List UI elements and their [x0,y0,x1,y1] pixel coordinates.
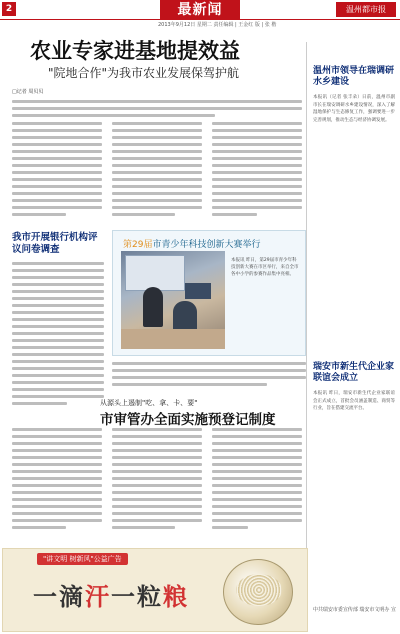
bottom-col-3 [212,428,302,533]
photo-caption: 本报讯 昨日，第29届市青少年科技创新大赛在市区举行，来自全市各中小学的参赛作品集中亮相。 [231,258,299,277]
main-subheadline: "院地合作"为我市农业发展保驾护航 [48,66,240,80]
dateline: 2013年9月12日 星期二 责任编辑 | 王金红 版 | 张 楷 [158,22,277,28]
sidebar-story1-text: 本报讯（记者 张丰朵）日前，温州市副市长在瑞安调研水乡建设情况，深入了解湿地保护与生态修复工作，强调要进一步完善规划，推动生态与经济协调发展。 [313,95,395,123]
page-header [0,0,400,20]
ad-slogan-part1: 一滴 [33,583,85,611]
main-byline: □记者 周贝贝 [12,89,44,95]
bottom-col-2 [112,428,202,533]
left-story-text [12,262,104,409]
left-story-title: 我市开展银行机构评议问卷调查 [12,232,98,255]
sidebar-story2-title: 瑞安市新生代企业家联谊会成立 [313,362,395,383]
ad-tag: "讲文明 树新风"公益广告 [37,553,128,565]
ad-slogan-end: 粮 [163,583,189,611]
photo-follow-text [112,362,306,390]
header-rule [0,19,400,20]
photo-title-prefix: 第29届 [123,240,153,250]
ad-slogan [33,577,189,612]
section-title: 最新闻 [160,0,240,20]
intro-text-block [12,100,302,121]
sidebar-story1-title: 温州市领导在瑞调研水乡建设 [313,66,395,87]
right-sidebar [306,42,396,572]
column-2-text [112,122,202,220]
bottom-story-kicker: 从源头上遏制"吃、拿、卡、要" [100,399,198,407]
ad-sponsor: 中共瑞安市委宣传部 瑞安市文明办 宣 [312,607,396,613]
sidebar-story2-text: 本报讯 昨日，瑞安市新生代企业家联谊会正式成立，首批会员涵盖制造、商贸等行业，旨在搭建交流平台。 [313,391,395,411]
photo-feature [112,230,306,356]
photo-feature-title [123,237,260,250]
page-number: 2 [2,2,16,16]
bottom-story-headline: 市审管办全面实施预登记制度 [100,412,276,428]
column-3-text [212,122,302,220]
rice-bowl-illustration [223,559,293,625]
news-photo [121,251,225,349]
column-1-text [12,122,102,220]
ad-slogan-part2: 一粒 [111,583,163,611]
ad-slogan-accent: 汗 [85,583,111,611]
newspaper-brand: 温州都市报 [336,2,396,17]
photo-title-main: 市青少年科技创新大赛举行 [152,240,261,250]
main-headline: 农业专家进基地提效益 [30,39,240,63]
bottom-col-1 [12,428,102,533]
public-service-ad [2,548,308,632]
